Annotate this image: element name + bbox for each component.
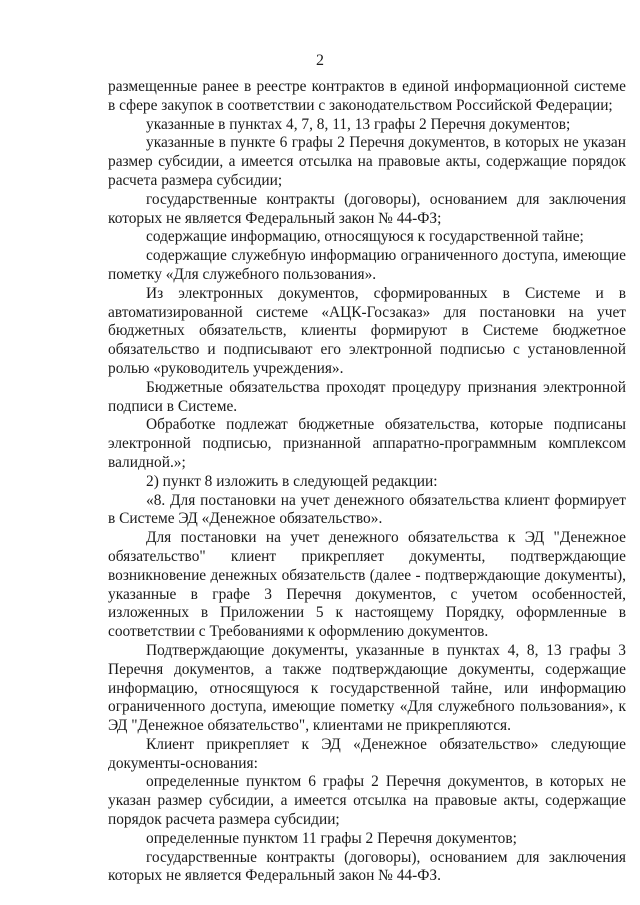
paragraph: Клиент прикрепляет к ЭД «Денежное обязательство» следующие документы-основания: [108,735,626,772]
paragraph: Для постановки на учет денежного обязательства к ЭД "Денежное обязательство" клиент прикрепляет документы, подтверждающие возникновение денежных обязательств (далее - подтверждающие документы), указанные в графе 3 Перечня документов, с учетом особенностей, изложенных в Приложении 5 к настоящему Порядку, оформленные в соответствии с Требованиями к оформлению документов. [108,529,626,641]
page-number: 2 [316,52,324,69]
paragraph: Бюджетные обязательства проходят процедуру признания электронной подписи в Системе. [108,378,626,415]
paragraph: 2) пункт 8 изложить в следующей редакции: [146,472,438,490]
paragraph: указанные в пунктах 4, 7, 8, 11, 13 графы 2 Перечня документов; [146,115,571,133]
paragraph: содержащие информацию, относящуюся к государственной тайне; [146,228,584,246]
paragraph: Обработке подлежат бюджетные обязательства, которые подписаны электронной подписью, признанной аппаратно-программным комплексом валидной.»; [108,416,626,471]
paragraph: государственные контракты (договоры), основанием для заключения которых не является Федеральный закон № 44-ФЗ; [108,190,626,227]
paragraph: определенные пунктом 11 графы 2 Перечня документов; [146,829,517,847]
paragraph: Подтверждающие документы, указанные в пунктах 4, 8, 13 графы 3 Перечня документов, а также подтверждающие документы, содержащие информацию, относящуюся к государственной тайне, или информацию ограниченного доступа, имеющие пометку «Для служебного пользования», к ЭД "Денежное обязательство", клиентами не прикрепляются. [108,641,626,735]
paragraph: определенные пунктом 6 графы 2 Перечня документов, в которых не указан размер субсидии, а имеется отсылка на правовые акты, содержащие порядок расчета размера субсидии; [108,773,626,829]
paragraph: размещенные ранее в реестре контрактов в единой информационной системе в сфере закупок в соответствии с законодательством Российской Федерации; [108,78,626,114]
paragraph: государственные контракты (договоры), основанием для заключения которых не является Федеральный закон № 44-ФЗ. [108,848,626,885]
document-body [108,78,626,886]
paragraph: Из электронных документов, сформированных в Системе и в автоматизированной системе «АЦК-Госзаказ» для постановки на учет бюджетных обязательств, клиенты формируют в Системе бюджетное обязательство и подписывают его электронной подписью с установленной ролью «руководитель учреждения». [108,284,626,377]
paragraph: «8. Для постановки на учет денежного обязательства клиент формирует в Системе ЭД «Денежное обязательство». [108,491,626,528]
paragraph: содержащие служебную информацию ограниченного доступа, имеющие пометку «Для служебного пользования». [108,247,626,283]
paragraph: указанные в пункте 6 графы 2 Перечня документов, в которых не указан размер субсидии, а имеется отсылка на правовые акты, содержащие порядок расчета размера субсидии; [108,134,626,189]
